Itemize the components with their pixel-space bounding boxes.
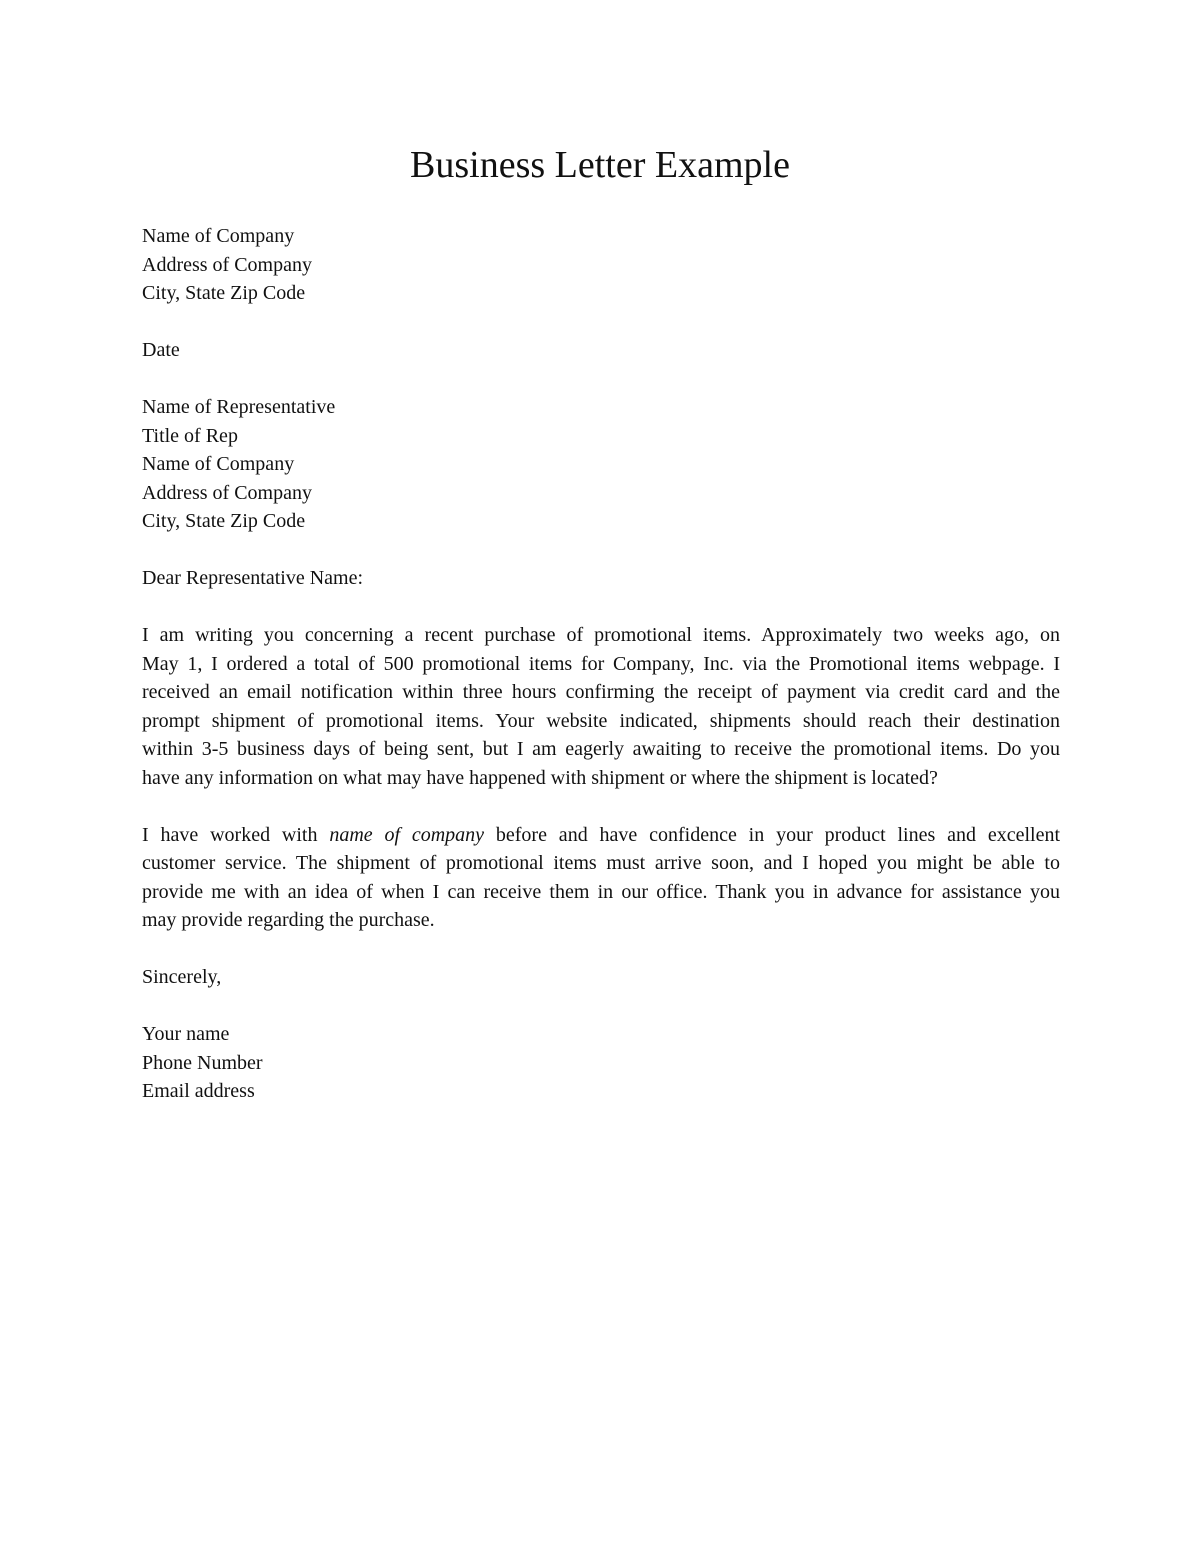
- paragraph-line: prompt shipment of promotional items. Your website indicated, shipments should reach their destination: [142, 709, 1060, 732]
- signature-name: Your name: [142, 1023, 230, 1045]
- signature-phone: Phone Number: [142, 1051, 263, 1074]
- sender-address-line: Address of Company: [142, 253, 312, 276]
- paragraph-line: I am writing you concerning a recent purchase of promotional items. Approximately two weeks ago, on: [142, 624, 1060, 646]
- sender-address: [142, 222, 1060, 308]
- sender-city-state-zip: City, State Zip Code: [142, 282, 306, 304]
- salutation: Dear Representative Name:: [142, 567, 364, 589]
- recipient-name: Name of Representative: [142, 396, 336, 418]
- paragraph-line: received an email notification within three hours confirming the receipt of payment via credit card and the: [142, 681, 1060, 703]
- paragraph-line: have any information on what may have happened with shipment or where the shipment is located?: [142, 766, 938, 789]
- letter-date: Date: [142, 339, 180, 361]
- closing-block: [142, 963, 1060, 992]
- paragraph-text: before and have confidence in your product lines and excellent: [484, 823, 1060, 846]
- page-title: Business Letter Example: [410, 144, 790, 186]
- paragraph-line: [142, 821, 1060, 850]
- signature-email: Email address: [142, 1080, 255, 1102]
- paragraph-text: I have worked with: [142, 823, 330, 846]
- date-block: [142, 336, 1060, 365]
- recipient-address: [142, 393, 1060, 536]
- closing: Sincerely,: [142, 966, 222, 988]
- recipient-title: Title of Rep: [142, 424, 238, 447]
- body-paragraph-2: [142, 821, 1060, 935]
- body-paragraph-1: [142, 621, 1060, 792]
- letter-body: [142, 222, 1060, 1134]
- paragraph-line: within 3-5 business days of being sent, but I am eagerly awaiting to receive the promotional items. Do you: [142, 738, 1060, 760]
- recipient-address-line: Address of Company: [142, 481, 312, 504]
- paragraph-line: may provide regarding the purchase.: [142, 909, 435, 931]
- sender-company: Name of Company: [142, 225, 295, 247]
- paragraph-line: May 1, I ordered a total of 500 promotional items for Company, Inc. via the Promotional items webpage. I: [142, 652, 1060, 675]
- recipient-city-state-zip: City, State Zip Code: [142, 510, 306, 532]
- salutation-block: [142, 564, 1060, 593]
- signature-block: [142, 1020, 1060, 1106]
- recipient-company: Name of Company: [142, 453, 295, 475]
- paragraph-line: provide me with an idea of when I can receive them in our office. Thank you in advance for assistance you: [142, 880, 1060, 903]
- company-name-emphasis: name of company: [329, 823, 485, 846]
- paragraph-line: customer service. The shipment of promotional items must arrive soon, and I hoped you might be able to: [142, 852, 1060, 874]
